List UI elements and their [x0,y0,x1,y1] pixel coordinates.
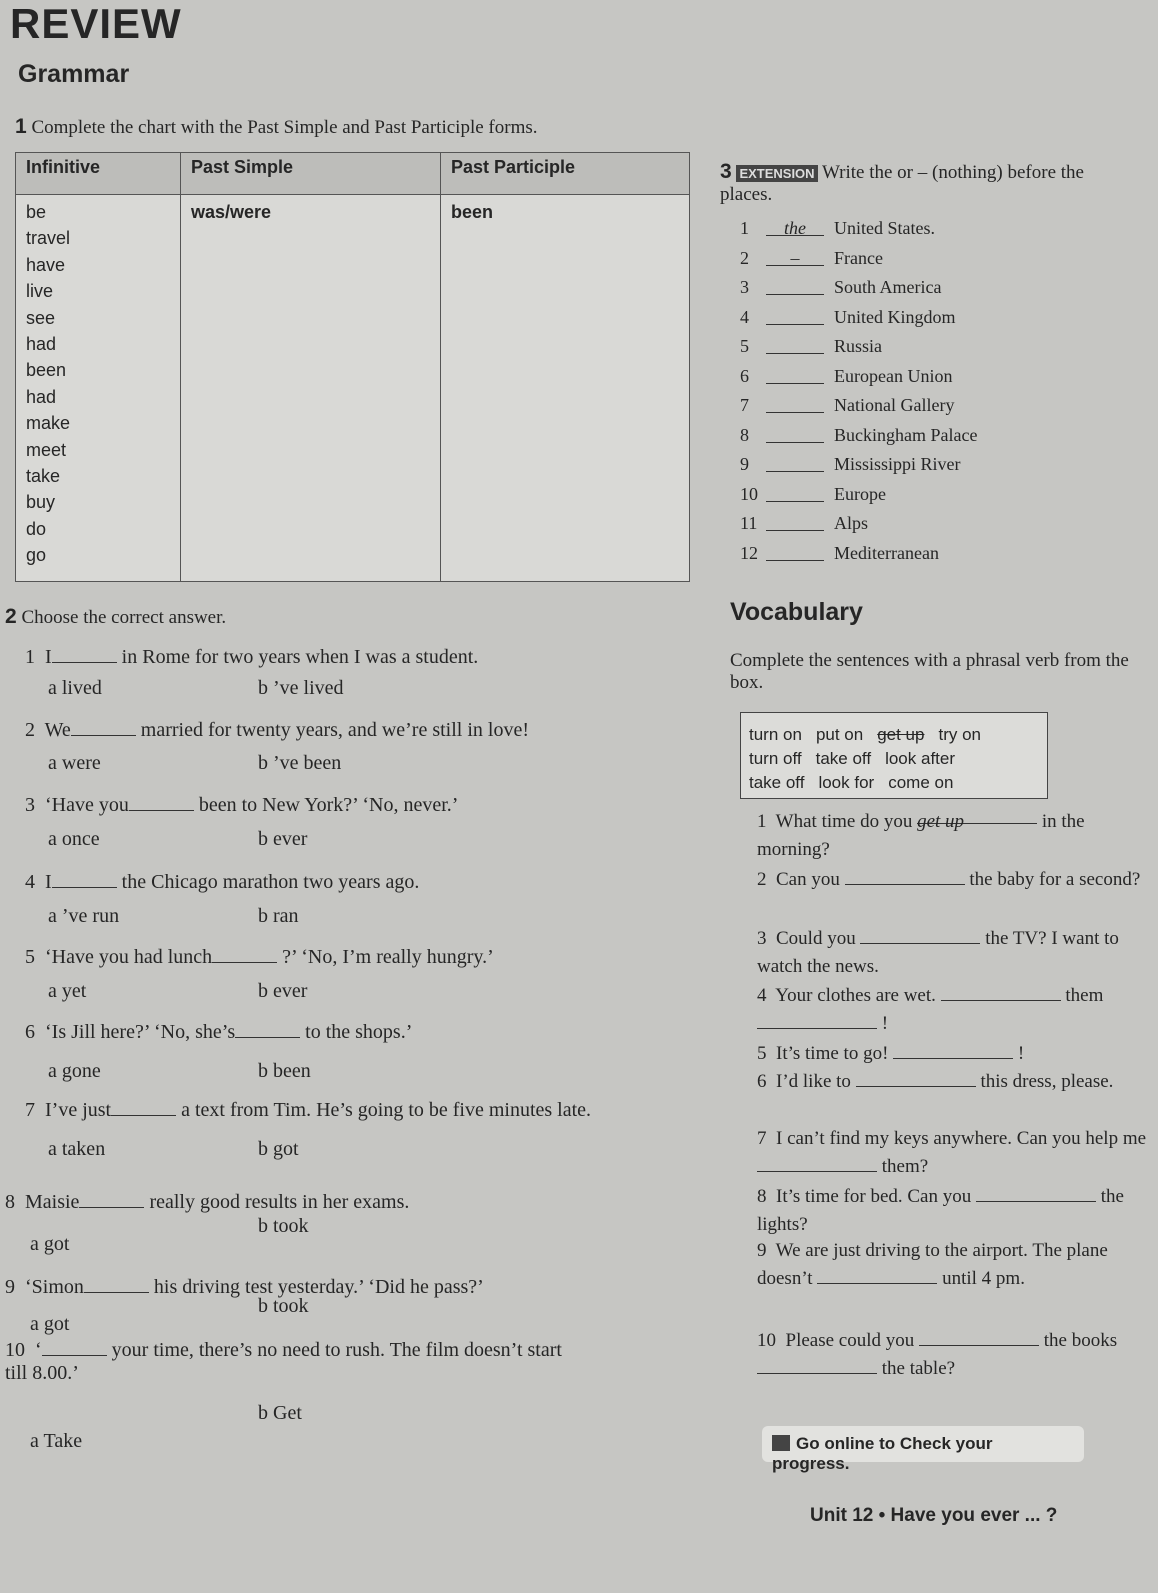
option-a[interactable]: a Take [30,1430,83,1452]
answer-blank[interactable] [766,454,824,472]
option-b[interactable]: b took [258,1295,309,1317]
option-b[interactable]: b got [258,1138,299,1160]
ex2-question [5,1190,409,1214]
item-number: 4 [740,306,749,327]
sentence-end: this dress, please. [980,1071,1114,1092]
question-end: ?’ ‘No, I’m really hungry.’ [282,946,494,968]
item-number: 5 [757,1043,767,1064]
answer-blank[interactable] [941,985,1061,1001]
ex2-question [25,645,478,669]
infinitive: be [26,202,47,222]
vocab-item [757,1125,1147,1181]
infinitive: buy [26,492,56,513]
option-b[interactable]: b ’ve been [258,752,342,774]
item-number: 11 [740,513,758,533]
answer-blank[interactable] [766,277,824,295]
ex1-instruction-text: Complete the chart with the Past Simple and Past Participle forms. [31,117,538,138]
infinitive: had [26,386,57,407]
answer-blank[interactable] [893,1043,1013,1059]
item-number: 4 [757,985,767,1006]
verb-chart [15,152,690,582]
item-number: 1 [25,646,35,668]
item-number: 1 [740,218,749,238]
infinitive: meet [26,439,67,460]
vocab-item [757,1327,1147,1383]
sentence-start: It’s time for bed. Can you [776,1186,972,1207]
extension-badge: EXTENSION [736,165,817,182]
place-name: France [834,247,883,268]
ex3-item [740,425,977,455]
sentence-start: We are just driving to the airport. The plane doesn’t [757,1240,1108,1289]
phrasal-verb-box [740,712,1048,799]
answer-blank[interactable] [84,1275,149,1293]
sentence-start: Your clothes are wet. [775,985,936,1006]
answer-blank[interactable] [766,336,824,354]
question-start: ‘ [35,1339,42,1361]
answer-blank[interactable]: – [766,248,824,266]
place-name: Europe [834,483,886,504]
answer-blank[interactable] [766,366,824,384]
ex3-item [740,454,977,484]
item-number: 4 [25,871,35,893]
option-b[interactable]: b took [258,1215,309,1237]
answer-blank-2[interactable] [757,1358,877,1374]
online-icon [772,1435,790,1451]
option-a[interactable]: a taken [48,1138,106,1160]
question-end: the Chicago marathon two years ago. [121,871,420,893]
answer-blank[interactable] [856,1071,976,1087]
option-a[interactable]: a lived [48,677,102,699]
past-participle-cell[interactable] [441,195,690,582]
phrasal-verb: turn off [749,749,802,768]
ex2-question [5,1338,562,1385]
online-label: Go online to Check your progress. [772,1434,993,1473]
place-name: Mediterranean [834,542,939,563]
ex2-question [25,718,529,742]
answer-blank[interactable] [766,307,824,325]
infinitive: make [26,413,71,434]
place-name: Alps [834,513,869,533]
ex3-list [740,218,977,572]
vocab-item [757,1068,1147,1096]
ex3-item [740,336,977,366]
vocab-item [757,866,1147,894]
place-name: Russia [834,336,883,356]
sentence-end: ! [1017,1043,1025,1064]
item-number: 6 [25,1021,35,1043]
answer-blank[interactable] [52,645,117,663]
vocab-item [757,808,1147,864]
option-b[interactable]: b been [258,1060,311,1082]
question-end: really good results in her exams. [149,1191,410,1213]
sentence-end: the baby for a second? [969,869,1141,890]
sentence-middle: them [1065,985,1104,1006]
sentence-start: I can’t find my keys anywhere. Can you help me [776,1128,1147,1149]
ex3-item [740,307,977,337]
ex1-number: 1 [15,115,27,138]
phrasal-verb: take off [749,773,805,792]
question-end: been to New York?’ ‘No, never.’ [198,794,459,816]
ex3-item [740,218,977,248]
question-start: I’ve just [45,1099,112,1121]
sentence-end: the lights? [757,1186,1124,1235]
infinitive: see [26,307,56,328]
item-number: 9 [740,454,749,474]
item-number: 8 [5,1191,15,1213]
infinitive: been [26,360,67,381]
place-name: Buckingham Palace [834,424,978,445]
question-start: Maisie [25,1191,80,1213]
item-number: 12 [740,542,758,563]
question-end-2: till 8.00.’ [5,1362,79,1384]
item-number: 10 [5,1339,25,1361]
question-start: I [45,871,52,893]
ex3-item [740,513,977,543]
answer-blank[interactable] [919,1330,1039,1346]
answer-blank[interactable] [42,1338,107,1356]
question-start: ‘Is Jill here?’ ‘No, she’s [45,1021,236,1043]
phrasal-verb: come on [888,773,954,792]
answer-blank[interactable] [845,869,965,885]
place-name: South America [834,277,942,297]
infinitive: have [26,254,66,275]
sentence-start: Could you [776,928,856,949]
option-b[interactable]: b ever [258,828,308,850]
option-a[interactable]: a were [48,752,101,774]
answer-blank[interactable] [766,543,824,561]
ex3-item [740,366,977,396]
vocab-item [757,1237,1147,1293]
option-a[interactable]: a gone [48,1060,101,1082]
item-number: 6 [740,365,749,386]
ex3-item [740,395,977,425]
item-number: 3 [757,928,767,949]
vocab-item [757,1183,1147,1239]
answer-blank[interactable] [757,1156,877,1172]
question-end: married for twenty years, and we’re still in love! [140,719,529,741]
item-number: 8 [740,424,749,445]
ex1-instruction [15,115,538,139]
sentence-end: the table? [881,1358,956,1379]
ex3-instruction-text: Write the or – (nothing) before the places. [720,162,1084,205]
place-name: Mississippi River [834,454,961,474]
sentence-end: until 4 pm. [942,1268,1025,1289]
item-number: 1 [757,811,767,832]
answer-blank[interactable] [71,718,136,736]
answer-blank[interactable] [52,870,117,888]
infinitive-list [16,195,181,582]
ex2-number: 2 [5,605,17,628]
answer-blank[interactable] [129,793,194,811]
col-infinitive: Infinitive [16,153,181,195]
ex3-item [740,484,977,514]
question-start: ‘Have you had lunch [45,946,213,968]
place-name: United States. [834,218,935,238]
question-start: We [44,719,71,741]
phrasal-verb: put on [815,725,864,744]
past-simple-cell[interactable] [181,195,441,582]
ex3-item [740,248,977,278]
sentence-start: Please could you [785,1330,915,1351]
answer-blank[interactable] [766,513,824,531]
answer-blank[interactable] [766,484,824,502]
past-simple-answer: was/were [191,202,272,222]
item-number: 7 [740,395,749,415]
ex3-item [740,543,977,573]
sentence-end: them? [881,1156,929,1177]
phrasal-verb: try on [938,725,981,744]
item-number: 5 [740,336,749,356]
ex3-instruction [720,160,1120,206]
answer-blank[interactable] [817,1268,937,1284]
question-end: in Rome for two years when I was a student. [121,646,479,668]
item-number: 3 [740,277,749,297]
answer-blank-2[interactable] [757,1013,877,1029]
col-past-participle: Past Participle [441,153,690,195]
phrasal-verb: get up [877,725,925,744]
ex2-instruction-text: Choose the correct answer. [21,607,227,628]
item-number: 5 [25,946,35,968]
item-number: 9 [5,1276,15,1298]
answer-blank[interactable] [235,1020,300,1038]
option-b[interactable]: b Get [258,1402,302,1424]
vocab-item [757,925,1147,981]
option-a[interactable]: a once [48,828,100,850]
place-name: National Gallery [834,395,955,415]
item-number: 2 [740,247,749,268]
item-number: 8 [757,1186,767,1207]
col-past-simple: Past Simple [181,153,441,195]
answer-blank[interactable]: get up [917,808,1037,824]
option-a[interactable]: a got [30,1313,70,1335]
answer-blank[interactable] [976,1186,1096,1202]
page-title: REVIEW [10,0,182,47]
item-number: 10 [740,483,758,504]
place-name: European Union [834,365,953,386]
infinitive: travel [26,228,71,249]
question-start: ‘Simon [25,1276,84,1298]
item-number: 9 [757,1240,767,1261]
ex3-item [740,277,977,307]
sentence-end: the TV? I want to watch the news. [757,928,1119,977]
ex2-question [25,1020,412,1044]
ex2-question [25,1098,591,1122]
section-heading-vocabulary: Vocabulary [730,598,863,626]
answer-blank[interactable] [860,928,980,944]
infinitive: go [26,545,47,566]
option-b[interactable]: b ever [258,980,308,1002]
phrasal-verb: look after [885,749,956,768]
question-end: a text from Tim. He’s going to be five minutes late. [181,1099,592,1121]
item-number: 10 [757,1330,776,1351]
question-end: his driving test yesterday.’ ‘Did he pass?’ [153,1276,484,1298]
question-start: ‘Have you [45,794,129,816]
sentence-end: in the morning? [757,811,1085,860]
infinitive: do [26,518,47,539]
ex2-question [5,1275,484,1299]
option-a[interactable]: a got [30,1233,70,1255]
vocab-item [757,1040,1147,1068]
answer-blank[interactable] [766,395,824,413]
answer-blank[interactable] [212,945,277,963]
ex2-question [25,945,494,969]
option-a[interactable]: a yet [48,980,87,1002]
answer-blank[interactable] [79,1190,144,1208]
answer-blank[interactable] [111,1098,176,1116]
question-end: your time, there’s no need to rush. The film doesn’t start [111,1339,562,1361]
infinitive: live [26,281,54,302]
answer-blank[interactable]: the [766,218,824,236]
sentence-middle: the books [1043,1330,1118,1351]
option-b[interactable]: b ran [258,905,299,927]
infinitive: take [26,466,61,487]
vocab-instruction: Complete the sentences with a phrasal verb from the box. [730,650,1129,693]
unit-footer: Unit 12 • Have you ever ... ? [810,1505,1058,1526]
item-number: 2 [757,869,767,890]
sentence-start: What time do you [775,811,913,832]
vocab-item [757,982,1147,1038]
sentence-start: I’d like to [776,1071,851,1092]
option-a[interactable]: a ’ve run [48,905,120,927]
item-number: 3 [25,794,35,816]
phrasal-verb: look for [818,773,875,792]
item-number: 6 [757,1071,767,1092]
ex2-instruction [5,605,226,629]
question-start: I [45,646,52,668]
place-name: United Kingdom [834,306,956,327]
item-number: 7 [757,1128,767,1149]
phrasal-verb: take off [815,749,872,768]
section-heading-grammar: Grammar [18,60,130,88]
ex3-number: 3 [720,160,732,183]
ex2-question [25,870,419,894]
infinitive: had [26,334,57,355]
ex2-question [25,793,458,817]
sentence-start: It’s time to go! [776,1043,889,1064]
question-end: to the shops.’ [305,1021,413,1043]
sentence-end: ! [881,1013,889,1034]
item-number: 2 [25,719,35,741]
option-b[interactable]: b ’ve lived [258,677,344,699]
sentence-start: Can you [776,869,840,890]
online-button[interactable] [762,1426,1084,1473]
answer-blank[interactable] [766,425,824,443]
item-number: 7 [25,1099,35,1121]
past-participle-answer: been [451,202,494,222]
phrasal-verb: turn on [749,725,802,744]
